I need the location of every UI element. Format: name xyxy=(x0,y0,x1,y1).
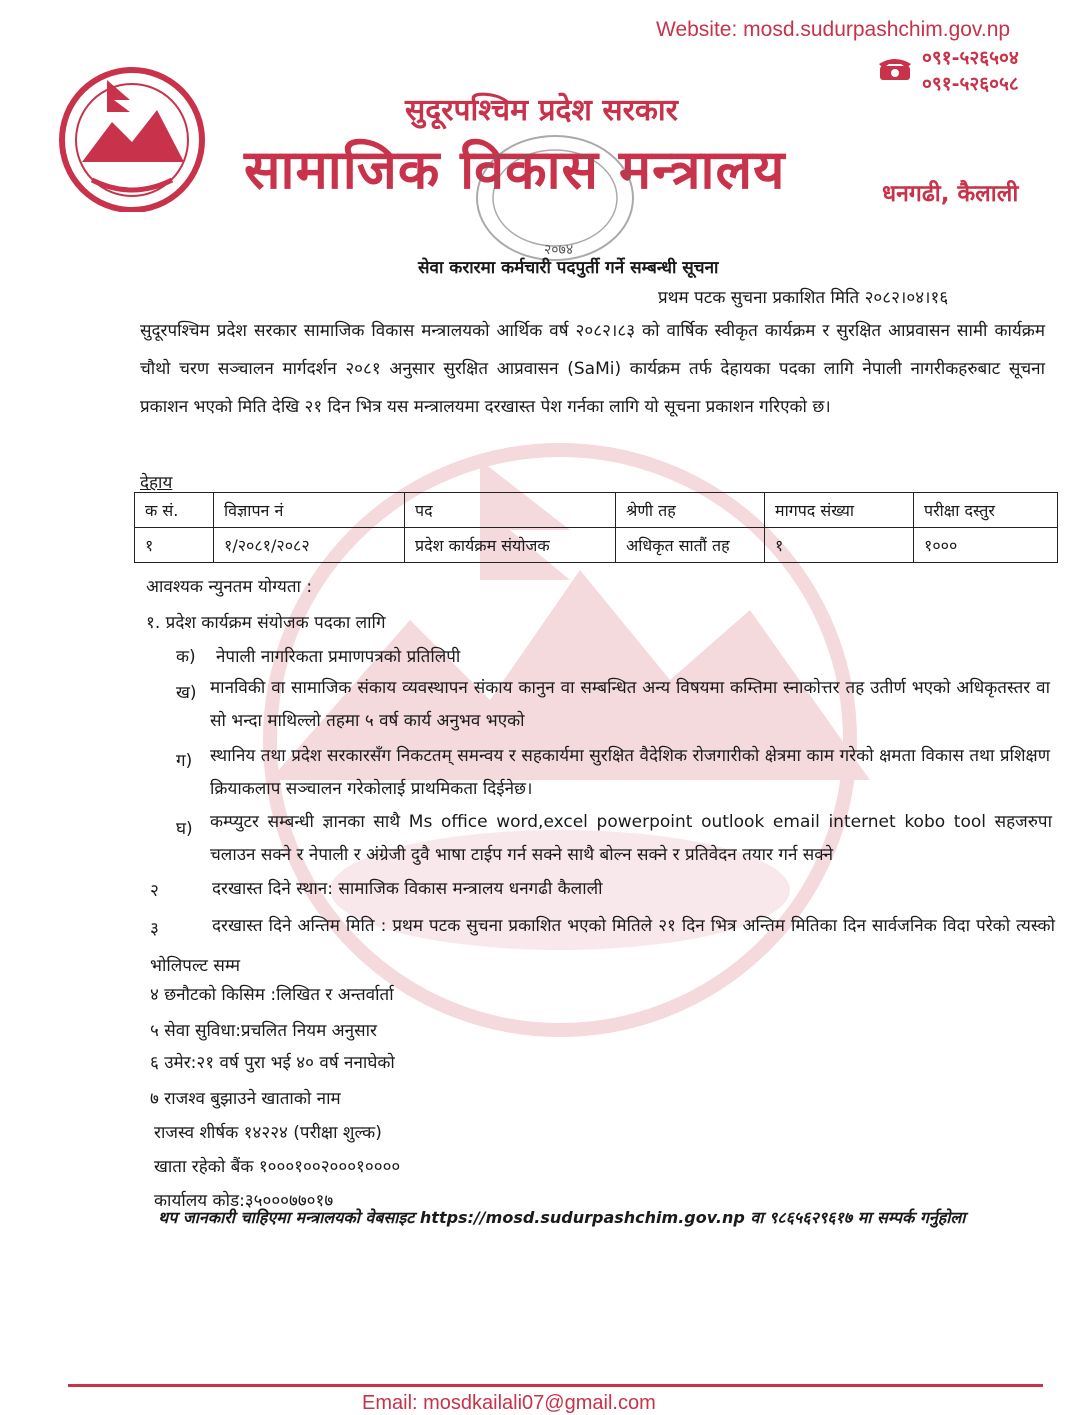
table-header-cell: पद xyxy=(405,493,616,528)
government-title: सुदूरपश्चिम प्रदेश सरकार xyxy=(405,93,678,128)
table-cell: १००० xyxy=(914,528,1058,563)
notice-intro: सुदूरपश्चिम प्रदेश सरकार सामाजिक विकास मन्त्रालयको आर्थिक वर्ष २०८२।८३ को वार्षिक स्वीकृत कार्यक्रम र सुरक्षित आप्रवासन सामी कार्यक्रम चौथो चरण सञ्चालन मार्गदर्शन २०८१ अनुसार सुरक्षित आप्रवासन (SaMi) कार्यक्रम तर्फ देहायका पदका लागि नेपाली नागरीकहरुबाट सूचना प्रकाशन भएको मिति देखि २१ दिन भित्र यस मन्त्रालयमा दरखास्त पेश गर्नका लागि यो सूचना प्रकाशन गरिएको छ। xyxy=(140,321,1045,417)
table-cell: प्रदेश कार्यक्रम संयोजक xyxy=(405,528,616,563)
email-link[interactable]: Email: mosdkailali07@gmail.com xyxy=(362,1392,656,1414)
sub-item-ga: स्थानिय तथा प्रदेश सरकारसँग निकटतम् समन्वय र सहकार्यमा सुरक्षित वैदेशिक रोजगारीको क्षेत्रमा काम गरेको क्षमता विकास तथा प्रशिक्षण क्रियाकलाप सञ्चालन गरेकोलाई प्राथमिकता दिईनेछ। xyxy=(210,746,1050,799)
office-code: कार्यालय कोड:३५०००७७०१७ xyxy=(154,1191,334,1211)
selection-type: ४ छनौटको किसिम :लिखित र अन्तर्वार्ता xyxy=(150,985,394,1005)
phone-number-2: ०९१-५२६०५८ xyxy=(922,73,1019,95)
deadline: दरखास्त दिने अन्तिम मिति : प्रथम पटक सुचना प्रकाशित भएको मितिले २१ दिन भित्र अन्तिम मितिका दिन सार्वजनिक विदा परेको त्यस्को भोलिपल्ट सम्म xyxy=(150,916,1055,976)
publish-date: प्रथम पटक सुचना प्रकाशित मिति २०८२।०४।१६ xyxy=(658,288,949,308)
sub-item-label-ka: क) xyxy=(176,647,196,667)
table-header-cell: क सं. xyxy=(135,493,214,528)
table-cell: १ xyxy=(135,528,214,563)
nepal-emblem xyxy=(52,62,212,212)
item-number-3: ३ xyxy=(150,919,159,939)
qualification-item-1: १. प्रदेश कार्यक्रम संयोजक पदका लागि xyxy=(146,613,386,633)
dehay-heading: देहाय xyxy=(140,473,173,493)
sub-item-gha: कम्प्युटर सम्बन्धी ज्ञानका साथै Ms office word,excel powerpoint outlook email internet kobo tool सहजरुपा चलाउन सक्ने र नेपाली र अंग्रेजी दुवै भाषा टाईप गर्न सक्ने साथै बोल्न सक्ने र प्रतिवेदन तयार गर्न सक्ने xyxy=(210,812,1052,865)
qualification-title: आवश्यक न्युनतम योग्यता : xyxy=(146,577,313,597)
sub-item-label-ga: ग) xyxy=(176,751,193,771)
table-header-cell: परीक्षा दस्तुर xyxy=(914,493,1058,528)
application-location: दरखास्त दिने स्थान: सामाजिक विकास मन्त्रालय धनगढी कैलाली xyxy=(212,879,603,899)
contact-info: थप जानकारी चाहिएमा मन्त्रालयको वेबसाइट https://mosd.sudurpashchim.gov.np वा ९८६५६२९६१७ मा सम्पर्क गर्नुहोला xyxy=(158,1208,966,1227)
table-cell: १ xyxy=(765,528,914,563)
sub-item-kha: मानविकी वा सामाजिक संकाय व्यवस्थापन संकाय कानुन वा सम्बन्धित अन्य विषयमा कम्तिमा स्नाकोत्तर तह उतीर्ण भएको अधिकृतस्तर वा सो भन्दा माथिल्लो तहमा ५ वर्ष कार्य अनुभव भएको xyxy=(210,678,1050,731)
vacancy-table xyxy=(134,492,1058,563)
table-cell: १/२०८१/२०८२ xyxy=(214,528,405,563)
footer-divider xyxy=(68,1384,1043,1387)
table-row xyxy=(135,528,1058,563)
sub-item-ka: नेपाली नागरिकता प्रमाणपत्रको प्रतिलिपी xyxy=(216,647,461,667)
revenue-head: राजस्व शीर्षक १४२२४ (परीक्षा शुल्क) xyxy=(154,1123,382,1143)
table-header-cell: श्रेणी तह xyxy=(616,493,765,528)
phone-number-1: ०९१-५२६५०४ xyxy=(922,47,1019,69)
item-number-2: २ xyxy=(150,881,159,901)
telephone-icon xyxy=(877,54,913,82)
office-location: धनगढी, कैलाली xyxy=(882,181,1019,207)
sub-item-label-gha: घ) xyxy=(176,819,193,839)
table-header-row xyxy=(135,493,1058,528)
sub-item-label-kha: ख) xyxy=(176,683,197,703)
bank-account: खाता रहेको बैंक १०००१००२०००१०००० xyxy=(154,1157,401,1177)
table-cell: अधिकृत सातौं तह xyxy=(616,528,765,563)
table-header-cell: मागपद संख्या xyxy=(765,493,914,528)
service-benefits: ५ सेवा सुविधा:प्रचलित नियम अनुसार xyxy=(150,1021,377,1041)
revenue-account-title: ७ राजश्व बुझाउने खाताको नाम xyxy=(150,1089,341,1109)
website-link[interactable]: Website: mosd.sudurpashchim.gov.np xyxy=(656,18,1011,41)
age-requirement: ६ उमेर:२१ वर्ष पुरा भई ४० वर्ष ननाघेको xyxy=(150,1053,395,1073)
notice-subject: सेवा करारमा कर्मचारी पदपुर्ती गर्ने सम्बन्धी सूचना xyxy=(418,258,719,278)
stamp-year: २०७४ xyxy=(544,242,574,258)
table-header-cell: विज्ञापन नं xyxy=(214,493,405,528)
ministry-title: सामाजिक विकास मन्त्रालय xyxy=(244,138,786,201)
